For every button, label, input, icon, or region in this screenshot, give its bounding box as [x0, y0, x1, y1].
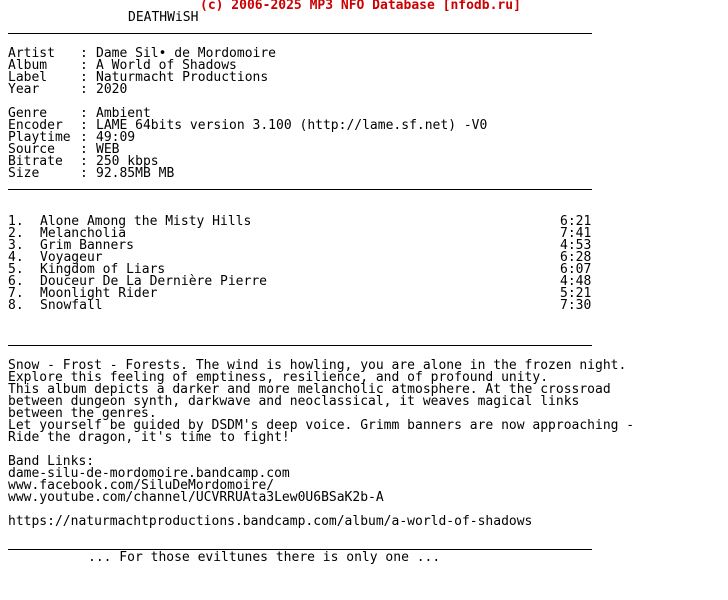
track-number: 5.: [8, 262, 24, 277]
info-value: 250 kbps: [96, 154, 159, 169]
info-separator: :: [80, 82, 88, 97]
info-key: Artist: [8, 46, 55, 61]
band-link[interactable]: www.facebook.com/SiluDeMordomoire/: [8, 478, 275, 493]
track-number: 6.: [8, 274, 24, 289]
info-separator: :: [80, 142, 88, 157]
description-line: Snow - Frost - Forests. The wind is howling, you are alone in the frozen night.: [8, 358, 627, 373]
band-link[interactable]: www.youtube.com/channel/UCVRRUAta3Lew0U6BSaK2b-A: [8, 490, 384, 505]
divider: [8, 345, 592, 346]
info-separator: :: [80, 118, 88, 133]
description-line: between the genres.: [8, 406, 157, 421]
info-row: [8, 168, 174, 180]
track-duration: 6:07: [560, 262, 592, 277]
track-number: 2.: [8, 226, 24, 241]
info-value: Dame Sil• de Mordomoire: [96, 46, 277, 61]
info-key: Year: [8, 82, 40, 97]
band-link[interactable]: dame-silu-de-mordomoire.bandcamp.com: [8, 466, 290, 481]
track-title: Kingdom of Liars: [40, 262, 166, 277]
info-value: LAME 64bits version 3.100 (http://lame.sf.net) -V0: [96, 118, 488, 133]
description-line: This album depicts a darker and more melancholic atmosphere. At the crossroad: [8, 382, 611, 397]
divider: [8, 189, 592, 190]
track-duration: 7:41: [560, 226, 592, 241]
info-key: Album: [8, 58, 48, 73]
info-row: [8, 84, 127, 96]
info-value: A World of Shadows: [96, 58, 237, 73]
links-title: Band Links:: [8, 454, 95, 469]
info-value: 2020: [96, 82, 128, 97]
info-key: Size: [8, 166, 40, 181]
divider: [8, 33, 592, 34]
info-key: Playtime: [8, 130, 71, 145]
info-key: Source: [8, 142, 55, 157]
track-number: 4.: [8, 250, 24, 265]
info-key: Genre: [8, 106, 48, 121]
info-value: Naturmacht Productions: [96, 70, 269, 85]
release-group-title: DEATHWiSH: [128, 10, 199, 25]
info-row: [8, 72, 268, 84]
description-line: between dungeon synth, darkwave and neoclassical, it weaves magical links: [8, 394, 580, 409]
info-separator: :: [80, 106, 88, 121]
footer-tagline: ... For those eviltunes there is only one ...: [88, 550, 441, 565]
track-title: Alone Among the Misty Hills: [40, 214, 252, 229]
info-separator: :: [80, 154, 88, 169]
track-title: Voyageur: [40, 250, 103, 265]
info-value: Ambient: [96, 106, 151, 121]
track-duration: 4:53: [560, 238, 592, 253]
track-duration: 4:48: [560, 274, 592, 289]
info-key: Encoder: [8, 118, 63, 133]
info-value: WEB: [96, 142, 120, 157]
info-value: 92.85MB MB: [96, 166, 175, 181]
track-number: 3.: [8, 238, 24, 253]
info-key: Label: [8, 70, 48, 85]
track-title: Grim Banners: [40, 238, 134, 253]
track-duration: 6:28: [560, 250, 592, 265]
info-separator: :: [80, 70, 88, 85]
info-value: 49:09: [96, 130, 136, 145]
track-duration: 7:30: [560, 298, 592, 313]
description-line: Explore this feeling of emptiness, resilience, and of profound unity.: [8, 370, 549, 385]
track-duration: 6:21: [560, 214, 592, 229]
description-line: Let yourself be guided by DSDM's deep voice. Grimm banners are now approaching -: [8, 418, 635, 433]
info-separator: :: [80, 166, 88, 181]
site-header: (c) 2006-2025 MP3 NFO Database [nfodb.ru]: [200, 0, 521, 13]
track-number: 7.: [8, 286, 24, 301]
info-key: Bitrate: [8, 154, 63, 169]
album-link[interactable]: https://naturmachtproductions.bandcamp.com/album/a-world-of-shadows: [8, 514, 533, 529]
track-title: Moonlight Rider: [40, 286, 158, 301]
track-number: 8.: [8, 298, 24, 313]
track-title: Douceur De La Dernière Pierre: [40, 274, 267, 289]
track-title: Melancholia: [40, 226, 127, 241]
track-number: 1.: [8, 214, 24, 229]
info-separator: :: [80, 130, 88, 145]
info-separator: :: [80, 58, 88, 73]
info-separator: :: [80, 46, 88, 61]
track-duration: 5:21: [560, 286, 592, 301]
track-row: [8, 300, 592, 312]
track-title: Snowfall: [40, 298, 103, 313]
description-line: Ride the dragon, it's time to fight!: [8, 430, 290, 445]
